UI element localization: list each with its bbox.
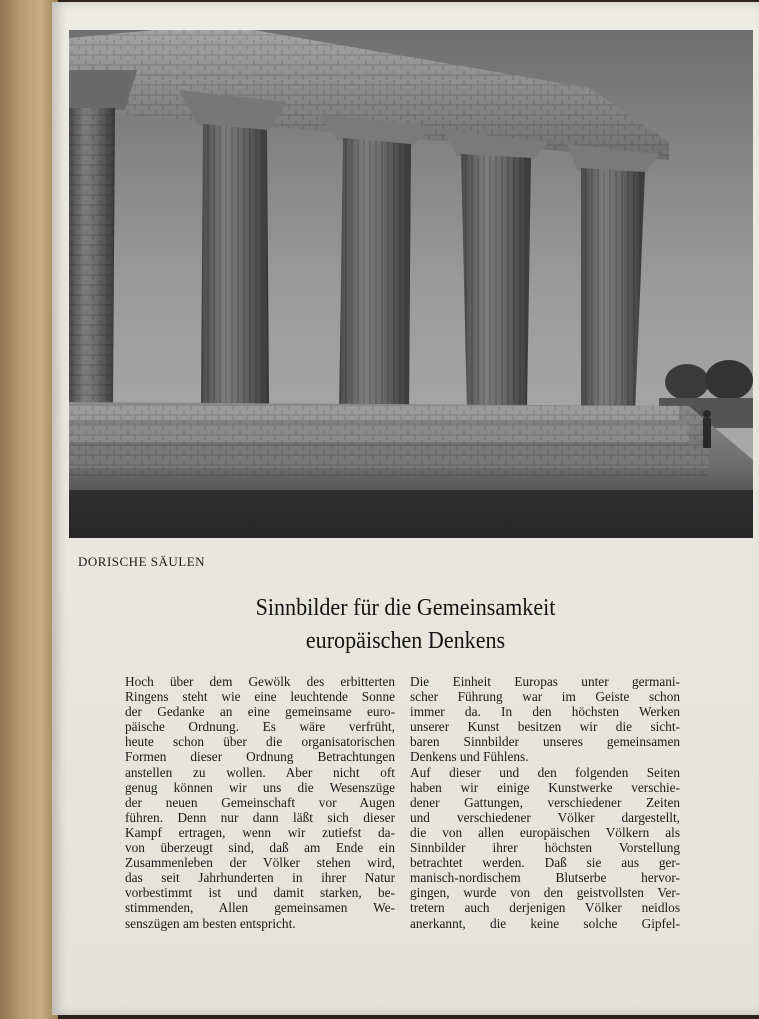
- text-line: baren Sinnbilder unseres gemeinsamen: [410, 734, 680, 750]
- article-title: [80, 592, 730, 658]
- temple-photo: [69, 30, 753, 538]
- text-line: von überzeugt sind, daß am Ende ein: [125, 840, 395, 856]
- text-line: manisch-nordischem Blutserbe hervor-: [410, 870, 680, 886]
- text-line: Sinnbilder ihrer höchsten Vorstellung: [410, 840, 680, 856]
- text-line: heute schon über die organisatorischen: [125, 734, 395, 750]
- photo-caption: DORISCHE SÄULEN: [78, 554, 206, 569]
- text-line: führen. Denn nur dann läßt sich dieser: [125, 809, 395, 825]
- text-line: senszügen am besten entspricht.: [125, 915, 296, 931]
- text-line: betrachtet werden. Daß sie aus ger-: [410, 855, 680, 871]
- text-line: Zusammenleben der Völker stehen wird,: [125, 855, 395, 871]
- text-column-right: [410, 674, 680, 931]
- text-line: genug können wir uns die Wesenszüge: [125, 779, 395, 795]
- text-line: Denkens und Fühlens.: [410, 749, 529, 765]
- paragraph-left: [125, 674, 395, 931]
- text-line: scher Führung war im Geiste schon: [410, 689, 680, 705]
- text-line: dener Gattungen, verschiedener Zeiten: [410, 794, 680, 810]
- title-line-1: Sinnbilder für die Gemeinsamkeit: [255, 595, 556, 621]
- text-line: päische Ordnung. Es wäre verfrüht,: [125, 719, 395, 735]
- paragraph-right-2: [410, 765, 680, 931]
- text-line: unserer Kunst besitzen wir die sicht-: [410, 719, 680, 735]
- text-line: der Gedanke an eine gemeinsame euro-: [125, 704, 395, 720]
- text-line: der neuen Gemeinschaft vor Augen: [125, 794, 395, 810]
- text-line: und verschiedener Völker dargestellt,: [410, 809, 680, 825]
- text-line: das seit Jahrhunderten in ihrer Natur: [125, 870, 395, 886]
- text-line: haben wir einige Kunstwerke verschie-: [410, 779, 680, 795]
- text-line: anstellen zu wollen. Aber nicht oft: [125, 764, 395, 780]
- text-line: Auf dieser und den folgenden Seiten: [410, 764, 680, 780]
- text-line: Hoch über dem Gewölk des erbitterten: [125, 674, 395, 689]
- text-line: Formen dieser Ordnung Betrachtungen: [125, 749, 395, 765]
- text-line: gingen, wurde von den geistvollsten Ver-: [410, 885, 680, 901]
- text-line: stimmenden, Allen gemeinsamen We-: [125, 900, 395, 916]
- text-line: die von allen europäischen Völkern als: [410, 824, 680, 840]
- text-line: Die Einheit Europas unter germani-: [410, 674, 680, 689]
- text-line: tretern auch derjenigen Völker neidlos: [410, 900, 680, 916]
- text-line: immer da. In den höchsten Werken: [410, 704, 680, 720]
- text-line: vorbestimmt ist und damit starken, be-: [125, 885, 395, 901]
- book-spine: [0, 0, 58, 1019]
- text-line: Ringens steht wie eine leuchtende Sonne: [125, 689, 395, 705]
- text-line: anerkannt, die keine solche Gipfel-: [410, 915, 680, 931]
- paragraph-right-1: [410, 674, 680, 765]
- text-line: Kampf ertragen, wenn wir zutiefst da-: [125, 824, 395, 840]
- book-page: [52, 2, 759, 1015]
- temple-illustration: [69, 30, 753, 538]
- title-line-2: europäischen Denkens: [305, 628, 506, 654]
- text-column-left: [125, 674, 395, 931]
